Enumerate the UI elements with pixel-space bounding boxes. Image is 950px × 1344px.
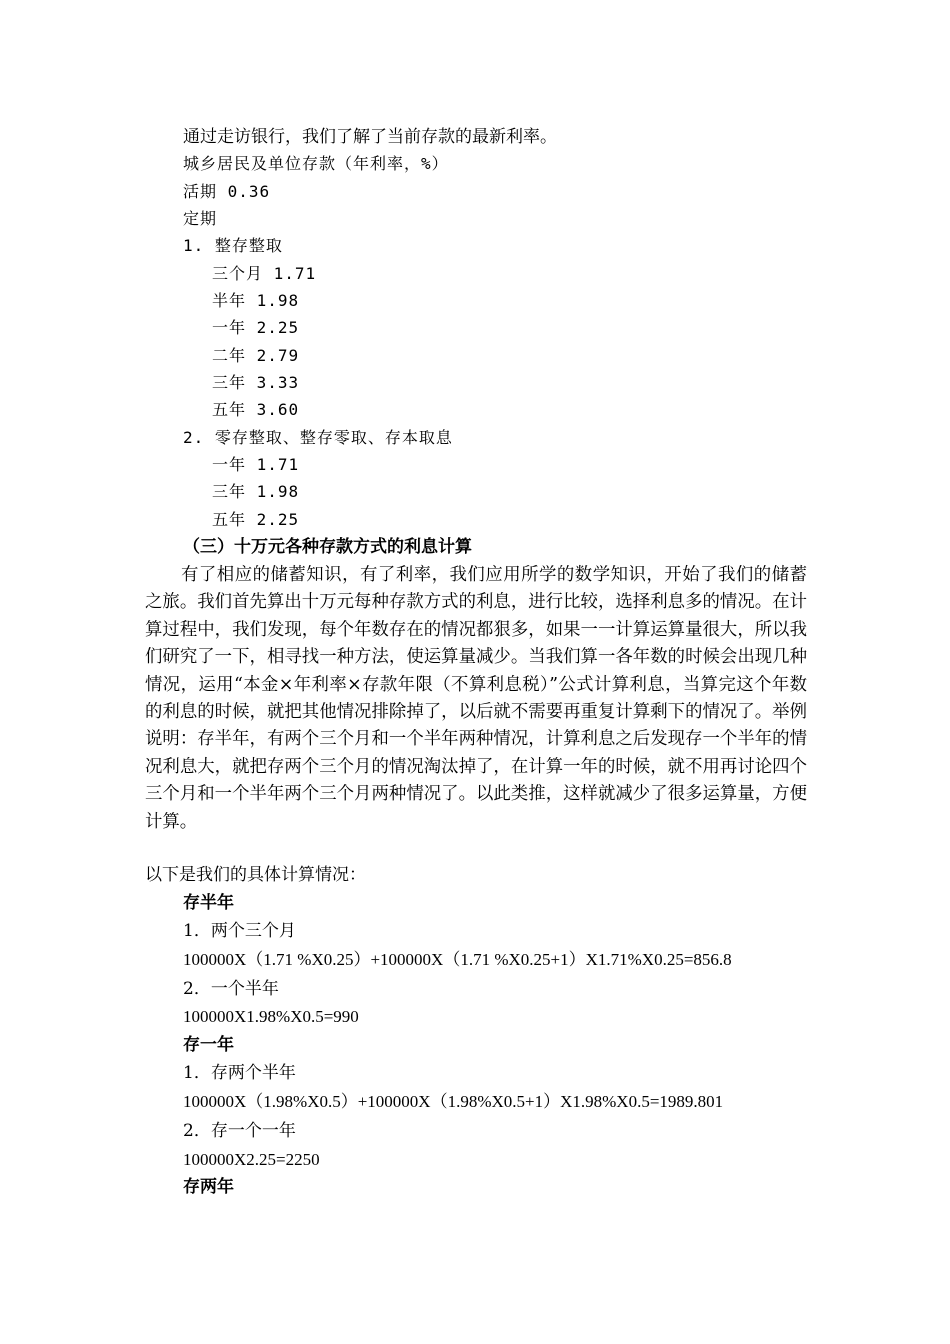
calc-heading: 存一年 (183, 1035, 234, 1055)
calc-formula: 100000X（1.71 %X0.25）+100000X（1.71 %X0.25+1）X1.71%X0.25=856.8 (183, 950, 732, 969)
calc-step-label: 2．存一个一年 (183, 1121, 296, 1141)
calc-formula: 100000X2.25=2250 (183, 1150, 320, 1169)
calc-heading: 存两年 (183, 1177, 234, 1197)
rate-item: 五年 3.60 (212, 400, 300, 419)
fixed-group-title: 1. 整存整取 (183, 236, 283, 255)
rate-item: 一年 1.71 (212, 455, 300, 474)
calc-step-label: 1．两个三个月 (183, 921, 296, 941)
rate-item: 一年 2.25 (212, 318, 300, 337)
fixed-group-title: 2. 零存整取、整存零取、存本取息 (183, 428, 453, 447)
intro-text: 通过走访银行，我们了解了当前存款的最新利率。 (183, 127, 557, 147)
demand-rate: 活期 0.36 (183, 182, 271, 201)
body-paragraph: 有了相应的储蓄知识，有了利率，我们应用所学的数学知识，开始了我们的储蓄之旅。我们首先算出十万元每种存款方式的利息，进行比较，选择利息多的情况。在计算过程中，我们发现，每个年数存在的情况都狠多，如果一一计算运算量很大，所以我们研究了一下，相寻找一种方法，使运算量减少。当我们算一各年数的时候会出现几种情况，运用“本金×年利率×存款年限（不算利息税）”公式计算利息，当算完这个年数的利息的时候，就把其他情况排除掉了，以后就不需要再重复计算剩下的情况了。举例说明：存半年，有两个三个月和一个半年两种情况，计算利息之后发现存一个半年的情况利息大，就把存两个三个月的情况淘汰掉了，在计算一年的时候，就不用再讨论四个三个月和一个半年两个三个月两种情况了。以此类推，这样就减少了很多运算量，方便计算。 (145, 565, 807, 832)
calc-heading: 存半年 (183, 893, 234, 913)
following-text: 以下是我们的具体计算情况： (145, 865, 366, 885)
section-title: （三）十万元各种存款方式的利息计算 (183, 537, 472, 557)
rate-item: 二年 2.79 (212, 346, 300, 365)
rate-header: 城乡居民及单位存款（年利率，%） (183, 154, 449, 173)
calc-formula: 100000X1.98%X0.5=990 (183, 1007, 359, 1026)
rate-item: 三年 1.98 (212, 482, 300, 501)
rate-item: 三个月 1.71 (212, 264, 317, 283)
calc-step-label: 1．存两个半年 (183, 1063, 296, 1083)
fixed-label: 定期 (183, 209, 218, 228)
rate-item: 五年 2.25 (212, 510, 300, 529)
rate-item: 三年 3.33 (212, 373, 300, 392)
rate-item: 半年 1.98 (212, 291, 300, 310)
calc-step-label: 2．一个半年 (183, 979, 279, 999)
calc-formula: 100000X（1.98%X0.5）+100000X（1.98%X0.5+1）X1.98%X0.5=1989.801 (183, 1092, 724, 1111)
